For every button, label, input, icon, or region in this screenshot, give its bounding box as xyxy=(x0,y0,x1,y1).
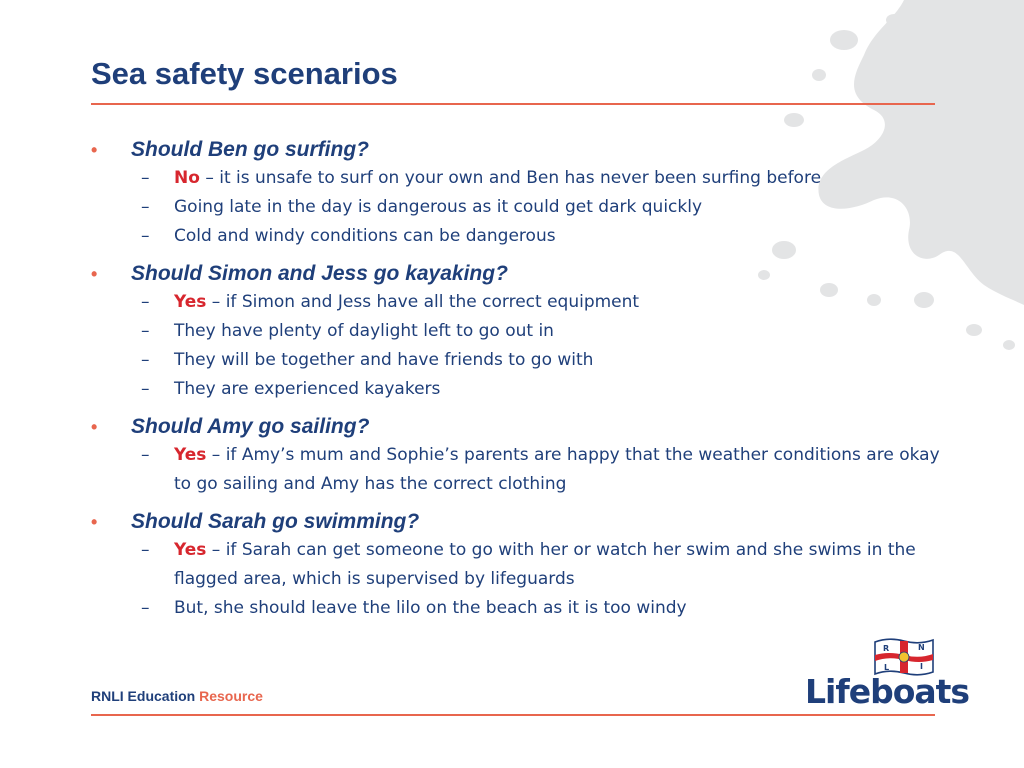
answer-highlight: No xyxy=(174,168,200,188)
scenario-point: – They will be together and have friends to go with xyxy=(91,346,951,375)
dash-icon: – xyxy=(141,445,150,465)
dash-icon: – xyxy=(141,540,150,560)
flag-letter: R xyxy=(883,644,890,653)
flag-letter: L xyxy=(884,663,890,672)
bullet-icon: • xyxy=(91,140,98,160)
dash-icon: – xyxy=(141,350,150,370)
scenario-point: – They are experienced kayakers xyxy=(91,375,951,404)
flag-letter: I xyxy=(920,662,923,671)
dash-icon: – xyxy=(141,197,150,217)
scenario-question: • Should Simon and Jess go kayaking? xyxy=(91,260,951,288)
scenario-point: – Yes – if Simon and Jess have all the correct equipment xyxy=(91,288,951,317)
bullet-icon: • xyxy=(91,512,98,532)
flag-letter: N xyxy=(918,643,925,652)
scenario-point: – Cold and windy conditions can be dangerous xyxy=(91,222,951,251)
dash-icon: – xyxy=(141,598,150,618)
answer-highlight: Yes xyxy=(174,540,207,560)
dash-icon: – xyxy=(141,292,150,312)
title-divider xyxy=(91,103,935,105)
bullet-icon: • xyxy=(91,264,98,284)
dash-icon: – xyxy=(141,379,150,399)
bullet-icon: • xyxy=(91,417,98,437)
scenario-list xyxy=(91,136,951,623)
scenario-point: – Yes – if Amy’s mum and Sophie’s parents are happy that the weather conditions are okay to go sailing and Amy has the correct clothing xyxy=(91,441,951,499)
scenario-point: – But, she should leave the lilo on the beach as it is too windy xyxy=(91,594,951,623)
footer-divider xyxy=(91,714,935,716)
scenario-point: – They have plenty of daylight left to go out in xyxy=(91,317,951,346)
dash-icon: – xyxy=(141,168,150,188)
scenario-point: – Yes – if Sarah can get someone to go with her or watch her swim and she swims in the flagged area, which is supervised by lifeguards xyxy=(91,536,951,594)
dash-icon: – xyxy=(141,226,150,246)
scenario-question: • Should Sarah go swimming? xyxy=(91,508,951,536)
dash-icon: – xyxy=(141,321,150,341)
slide-title: Sea safety scenarios xyxy=(91,56,398,91)
scenario-question: • Should Ben go surfing? xyxy=(91,136,951,164)
scenario-question: • Should Amy go sailing? xyxy=(91,413,951,441)
scenario-point: – No – it is unsafe to surf on your own and Ben has never been surfing before xyxy=(91,164,951,193)
lifeboats-logo-text: Lifeboats xyxy=(805,672,970,711)
answer-highlight: Yes xyxy=(174,445,207,465)
scenario-point: – Going late in the day is dangerous as it could get dark quickly xyxy=(91,193,951,222)
answer-highlight: Yes xyxy=(174,292,207,312)
footer-label: RNLI Education Resource xyxy=(91,688,263,704)
